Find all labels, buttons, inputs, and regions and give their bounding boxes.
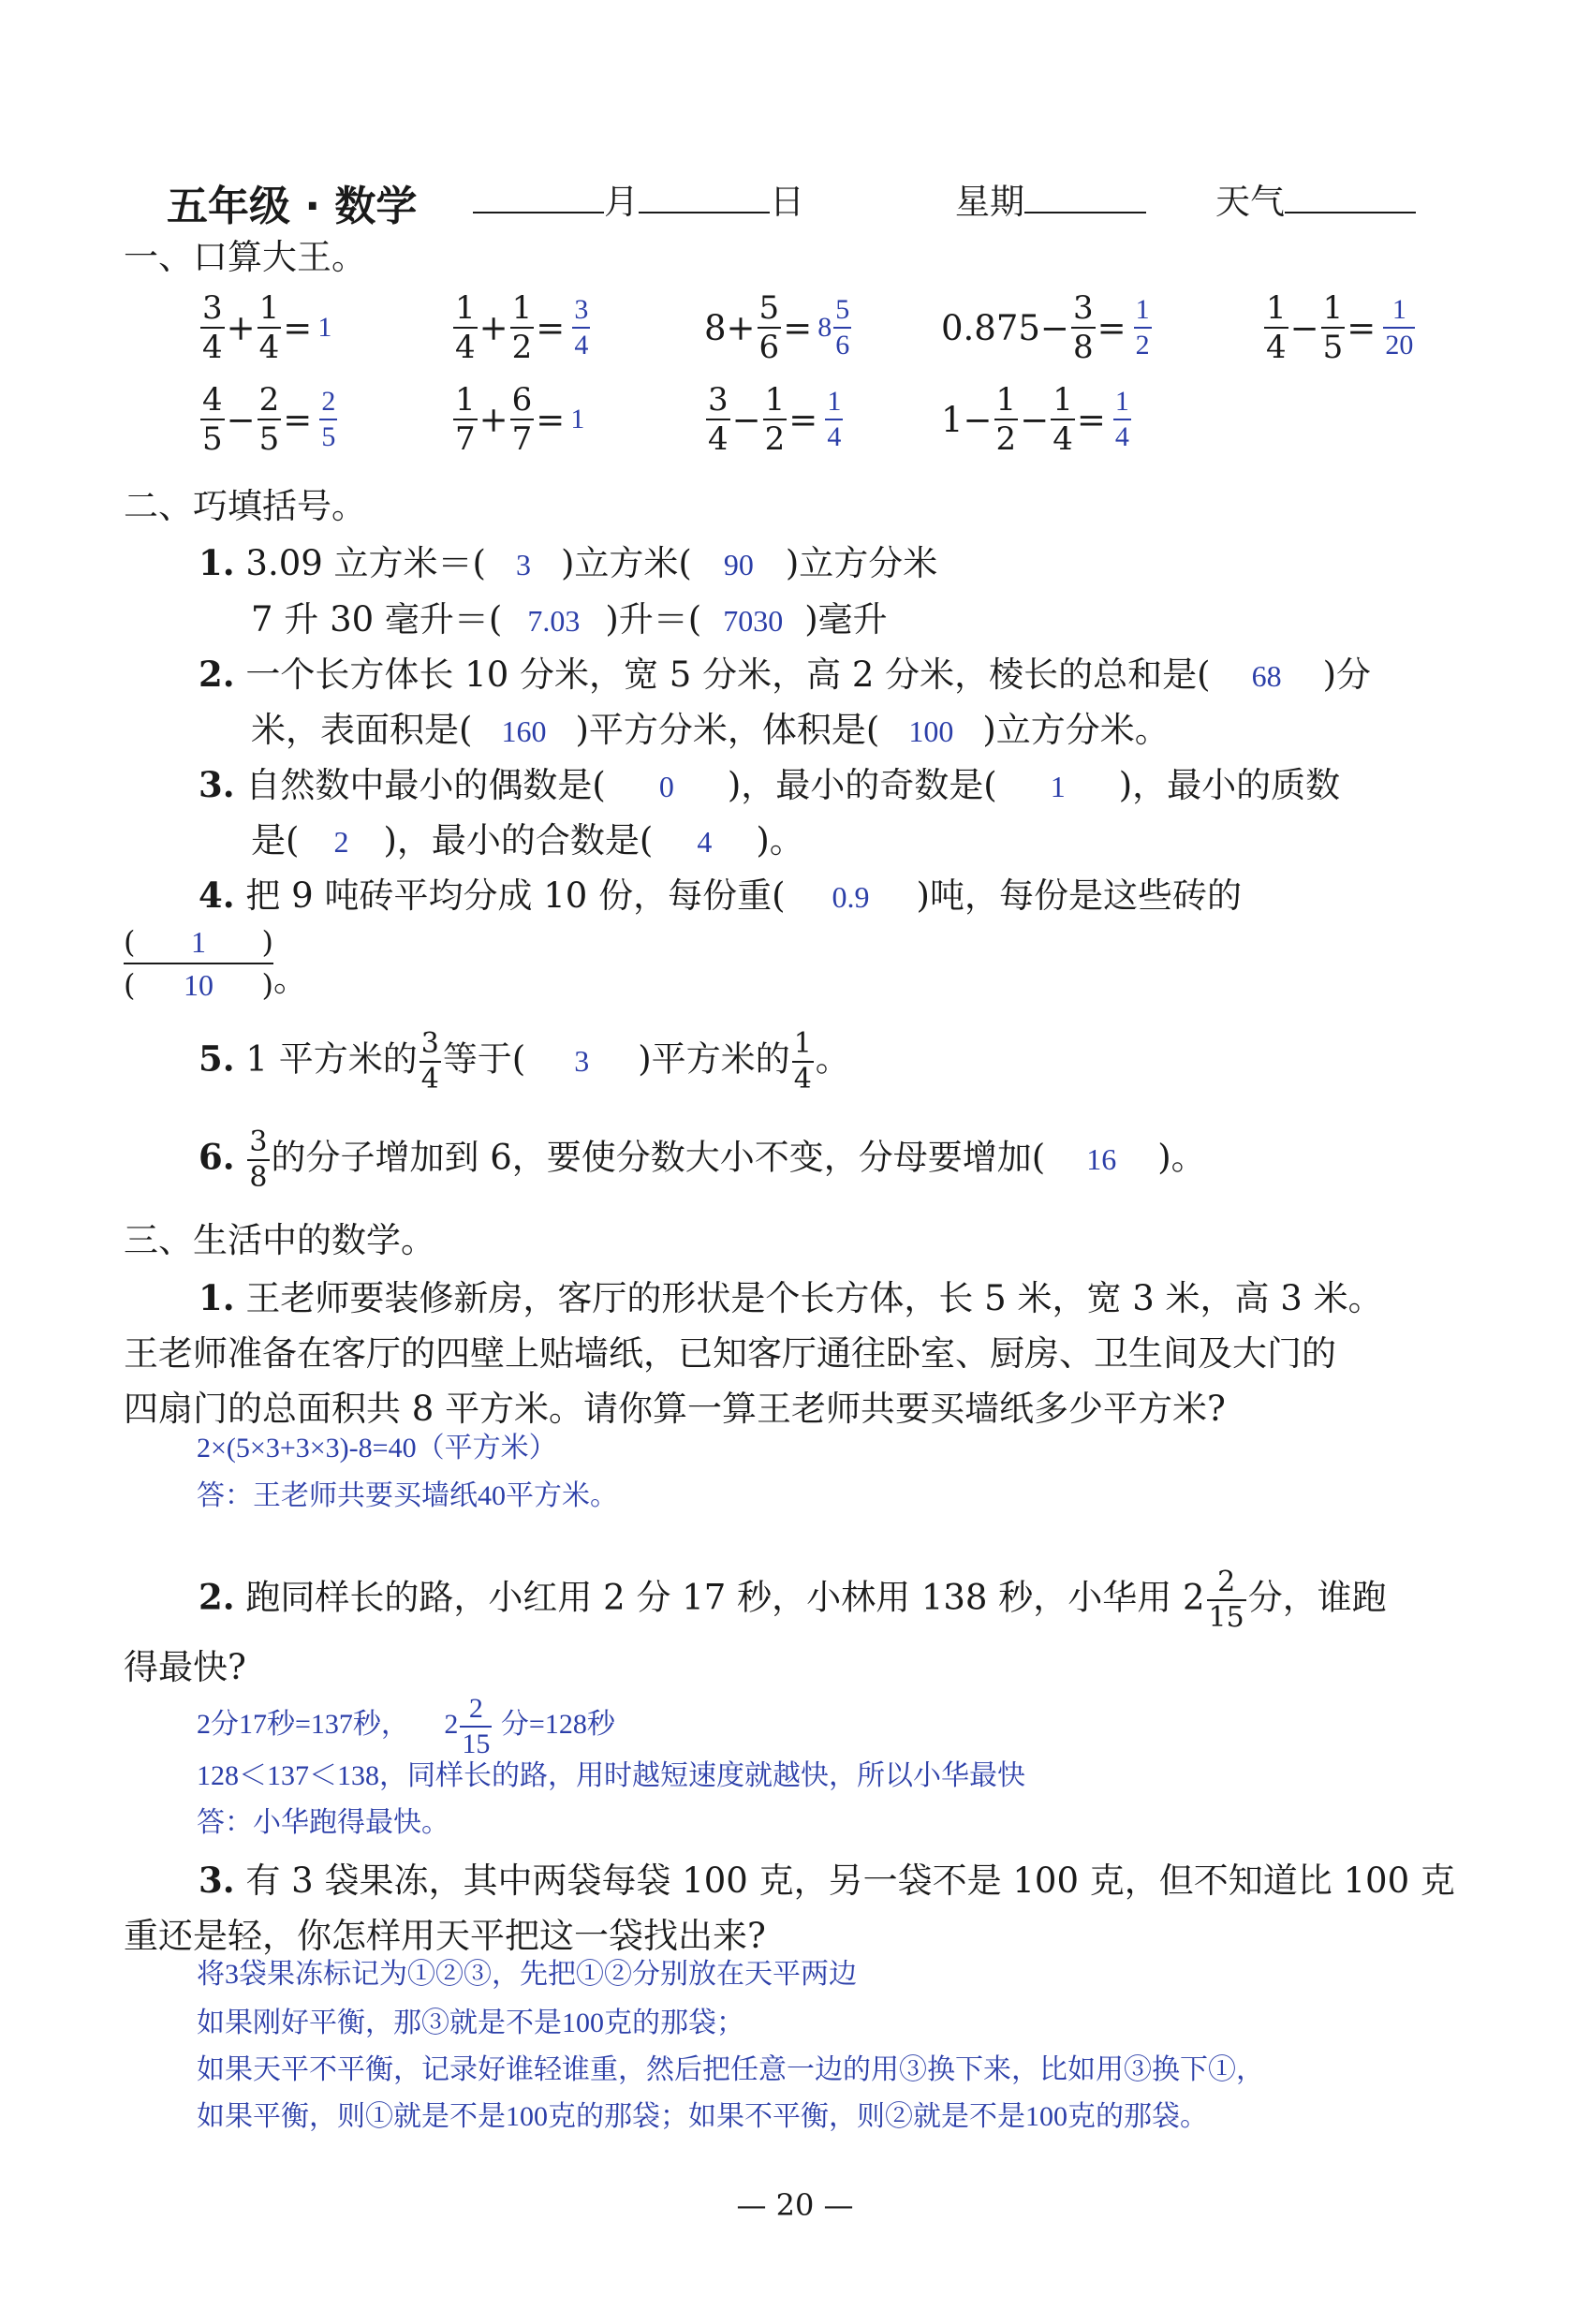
answer[interactable]: [823, 388, 845, 451]
answer[interactable]: 8 $\frac{5}{6}$: [817, 294, 850, 360]
answer[interactable]: 1: [1050, 770, 1066, 803]
mental-math-item: [199, 289, 332, 366]
weekday-field: [955, 180, 1146, 222]
question-2-2-line-1: [199, 654, 1372, 695]
answer[interactable]: 68: [1251, 659, 1282, 693]
question-text: 自然数中最小的偶数是(: [245, 765, 606, 805]
fraction: $\frac{2}{15}$: [462, 1693, 491, 1759]
fraction: $\frac{1}{4}$: [1053, 381, 1073, 458]
mental-math-item: [704, 381, 845, 458]
answer[interactable]: 4: [697, 825, 713, 859]
day-blank[interactable]: [639, 180, 770, 213]
question-text: )立方分米。: [982, 710, 1170, 750]
answer[interactable]: 0: [658, 770, 674, 803]
fraction: $\frac{2}{5}$: [258, 381, 280, 458]
mental-math-item: [704, 289, 853, 366]
operator: −: [731, 399, 761, 440]
operator: +: [478, 307, 508, 348]
question-number: 2.: [199, 1576, 235, 1618]
question-2-6: [199, 1125, 1206, 1194]
answer[interactable]: 16: [1086, 1141, 1117, 1176]
answer-fraction: $\frac{1}{2}$: [1135, 294, 1150, 360]
answer-line[interactable]: [197, 1695, 615, 1758]
question-text: 是(: [251, 820, 300, 860]
fraction: $\frac{1}{5}$: [1322, 289, 1344, 366]
fraction: $\frac{1}{4}$: [1266, 289, 1287, 366]
fraction: $\frac{3}{8}$: [1072, 289, 1094, 366]
question-text: 米，表面积是(: [251, 710, 473, 750]
answer-line[interactable]: 答：小华跑得最快。: [197, 1807, 449, 1838]
fraction: $\frac{1}{4}$: [455, 289, 476, 366]
fraction: $\frac{6}{7}$: [511, 381, 533, 458]
fraction: $\frac{1}{2}$: [764, 381, 786, 458]
question-text: )毫升: [804, 599, 888, 640]
mental-math-item: [1262, 289, 1417, 366]
paren: ): [261, 967, 273, 1003]
question-text: 。: [273, 959, 308, 999]
question-text: 1 平方米的: [245, 1038, 418, 1080]
answer-text: 分=128秒: [500, 1708, 615, 1740]
question-number: 5.: [199, 1037, 235, 1080]
answer-fraction: $\frac{1}{4}$: [827, 386, 842, 452]
answer-fraction: $\frac{5}{6}$: [835, 294, 850, 360]
question-text: 四扇门的总面积共 8 平方米。请你算一算王老师共要买墙纸多少平方米?: [124, 1389, 1226, 1429]
question-text: 跑同样长的路，小红用 2 分 17 秒，小林用 138 秒，小华用 2: [245, 1577, 1205, 1618]
fraction: $\frac{1}{7}$: [455, 381, 476, 458]
fraction: $\frac{3}{4}$: [420, 1027, 439, 1096]
question-3-1-line-1: [199, 1277, 1383, 1318]
mental-math-item: [451, 289, 592, 366]
equals-sign: =: [536, 307, 566, 348]
equals-sign: =: [536, 399, 566, 440]
question-text: 3.09 立方米＝(: [245, 543, 486, 583]
answer[interactable]: 90: [723, 548, 754, 581]
answer[interactable]: 0.9: [832, 880, 870, 914]
month-label: 月: [604, 182, 639, 222]
equals-sign: =: [783, 307, 813, 348]
answer[interactable]: [1381, 296, 1417, 360]
date-fields: [473, 180, 804, 222]
question-text: 重还是轻，你怎样用天平把这一袋找出来?: [124, 1916, 766, 1956]
answer-text: 2分17秒=137秒，: [197, 1708, 409, 1740]
question-number: 2.: [199, 654, 235, 695]
question-2-4-fraction-answer: [124, 924, 308, 1003]
answer[interactable]: 100: [908, 714, 954, 748]
question-text: )，最小的合数是(: [383, 820, 654, 860]
answer[interactable]: [317, 388, 339, 451]
question-number: 3.: [199, 764, 235, 805]
answer[interactable]: 160: [501, 714, 547, 748]
question-2-3-line-1: [199, 764, 1341, 805]
answer-fraction: $\frac{1}{20}$: [1385, 294, 1414, 360]
question-text: 把 9 吨砖平均分成 10 份，每份重(: [245, 875, 786, 916]
question-number: 1.: [199, 1277, 235, 1318]
equals-sign: =: [1097, 307, 1126, 348]
section-2-heading: 二、巧填括号。: [124, 486, 366, 526]
answer-text: 2: [444, 1708, 459, 1740]
question-text: )，最小的质数: [1118, 765, 1341, 805]
answer[interactable]: [1112, 388, 1133, 451]
math-lead: 8+: [704, 307, 756, 348]
answer-line[interactable]: 将3袋果冻标记为①②③，先把①②分别放在天平两边: [197, 1959, 857, 1990]
question-text: )平方分米，体积是(: [575, 710, 880, 750]
question-text: )。: [1157, 1137, 1206, 1178]
question-text: )分: [1322, 655, 1372, 695]
question-2-1-line-2: [251, 599, 888, 640]
answer-line[interactable]: 如果平衡，则①就是不是100克的那袋；如果不平衡，则②就是不是100克的那袋。: [197, 2101, 1208, 2132]
question-number: 1.: [199, 542, 235, 583]
question-text: 7 升 30 毫升＝(: [251, 599, 503, 640]
month-blank[interactable]: [473, 180, 604, 213]
section-3-heading: 三、生活中的数学。: [124, 1220, 435, 1260]
question-2-4-line-1: [199, 875, 1242, 916]
math-lead: 1−: [941, 399, 993, 440]
question-text: 有 3 袋果冻，其中两袋每袋 100 克，另一袋不是 100 克，但不知道比 100 克: [245, 1861, 1455, 1901]
fraction: $\frac{3}{8}$: [249, 1125, 268, 1194]
question-text: 等于(: [442, 1038, 526, 1080]
answer[interactable]: 2: [333, 825, 349, 859]
weather-blank[interactable]: [1285, 180, 1416, 213]
equals-sign: =: [283, 307, 313, 348]
operator: −: [226, 399, 256, 440]
question-text: 。: [815, 1038, 850, 1080]
question-text: )，最小的奇数是(: [727, 765, 997, 805]
page-title: 五年级 · 数学: [167, 183, 418, 230]
paren: ): [261, 924, 273, 960]
equals-sign: =: [1076, 399, 1106, 440]
equals-sign: =: [1347, 307, 1377, 348]
answer[interactable]: 7.03: [527, 604, 581, 638]
question-2-5: [199, 1027, 850, 1096]
section-1-heading: 一、口算大王。: [124, 237, 366, 277]
day-label: 日: [770, 182, 804, 222]
question-text: 一个长方体长 10 分米，宽 5 分米，高 2 分米，棱长的总和是(: [245, 655, 1211, 695]
mental-math-item: [941, 381, 1133, 458]
question-number: 6.: [199, 1136, 235, 1178]
fraction: $\frac{4}{5}$: [202, 381, 223, 458]
fraction: $\frac{2}{15}$: [1208, 1566, 1244, 1634]
operator: −: [1020, 399, 1050, 440]
question-text: )立方米(: [561, 543, 692, 583]
weekday-label: 星期: [955, 182, 1024, 222]
question-2-2-line-2: [251, 710, 1170, 750]
answer-line[interactable]: 如果天平不平衡，记录好谁轻谁重，然后把任意一边的用③换下来，比如用③换下①，: [197, 2054, 1264, 2085]
answer-fraction: $\frac{2}{5}$: [321, 386, 336, 452]
answer-line[interactable]: 如果刚好平衡，那③就是不是100克的那袋；: [197, 2008, 744, 2038]
question-text: )升＝(: [605, 599, 702, 640]
operator: +: [478, 399, 508, 440]
fraction: $\frac{1}{4}$: [258, 289, 280, 366]
weather-label: 天气: [1215, 182, 1285, 222]
question-text: )平方米的: [638, 1038, 790, 1080]
page-number: — 20 —: [736, 2187, 854, 2223]
answer-numerator[interactable]: 1: [191, 925, 206, 959]
fraction: $\frac{5}{6}$: [758, 289, 780, 366]
fraction: $\frac{1}{2}$: [995, 381, 1017, 458]
question-text: )。: [756, 820, 804, 860]
question-text: 王老师要装修新房，客厅的形状是个长方体，长 5 米，宽 3 米，高 3 米。: [245, 1278, 1383, 1318]
operator: +: [226, 307, 256, 348]
fraction: $\frac{1}{2}$: [511, 289, 533, 366]
mental-math-item: [941, 289, 1154, 366]
fraction: $\frac{1}{4}$: [793, 1027, 812, 1096]
paren: (: [124, 967, 136, 1003]
question-2-1-line-1: [199, 542, 938, 583]
weather-field: [1215, 180, 1416, 222]
question-2-3-line-2: [251, 820, 804, 860]
operator: −: [1289, 307, 1319, 348]
question-3-3-line-1: [199, 1860, 1455, 1901]
question-text: 的分子增加到 6，要使分数大小不变，分母要增加(: [271, 1137, 1046, 1178]
math-lead: 0.875−: [941, 307, 1069, 348]
question-text: 得最快?: [124, 1647, 246, 1687]
paren: (: [124, 924, 136, 960]
answer[interactable]: 3: [516, 548, 531, 581]
fraction: $\frac{3}{4}$: [202, 289, 223, 366]
question-3-2-line-1: [199, 1568, 1387, 1632]
question-number: 4.: [199, 875, 235, 916]
answer-line[interactable]: 2×(5×3+3×3)-8=40（平方米）: [197, 1433, 557, 1464]
question-number: 3.: [199, 1860, 235, 1901]
answer-fraction: $\frac{1}{4}$: [1114, 386, 1129, 452]
answer[interactable]: [1132, 296, 1154, 360]
question-text: 王老师准备在客厅的四壁上贴墙纸，已知客厅通往卧室、厨房、卫生间及大门的: [124, 1333, 1336, 1374]
answer-denominator[interactable]: 10: [184, 968, 213, 1002]
weekday-blank[interactable]: [1024, 180, 1146, 213]
question-text: )立方分米: [785, 543, 938, 583]
answer-fraction: $\frac{3}{4}$: [574, 294, 589, 360]
answer[interactable]: 3: [574, 1043, 590, 1078]
mental-math-item: [451, 381, 585, 458]
answer[interactable]: 7030: [723, 604, 784, 638]
question-text: 分，谁跑: [1247, 1577, 1387, 1618]
answer[interactable]: 1: [570, 404, 585, 434]
fraction: $\frac{3}{4}$: [708, 381, 729, 458]
equals-sign: =: [788, 399, 818, 440]
answer-line[interactable]: 答：王老师共要买墙纸40平方米。: [197, 1480, 618, 1511]
answer[interactable]: [570, 296, 592, 360]
question-text: )吨，每份是这些砖的: [916, 875, 1242, 916]
equals-sign: =: [283, 399, 313, 440]
answer[interactable]: 1: [317, 312, 332, 343]
mental-math-item: [199, 381, 339, 458]
answer-line[interactable]: 128＜137＜138，同样长的路，用时越短速度就越快，所以小华最快: [197, 1760, 1025, 1791]
